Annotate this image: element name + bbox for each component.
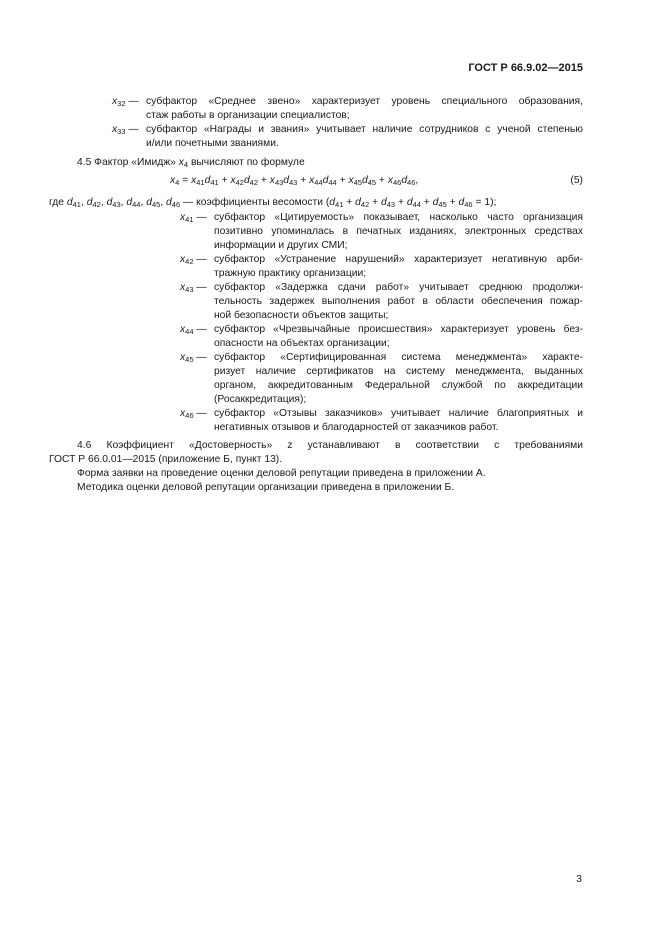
section-4-6-line2: ГОСТ Р 66.0.01—2015 (приложение Б, пункт 13). xyxy=(49,454,283,465)
x45-line4: (Росаккредитация); xyxy=(214,394,307,405)
subscript: 4 xyxy=(183,160,189,169)
x41-term: $x_{41}$ — xyxy=(180,212,207,224)
x46-line1: субфактор «Отзывы заказчиков» учитывает наличие благоприятных и xyxy=(214,408,583,419)
x42-term: $x_{42}$ — xyxy=(180,254,207,266)
x41-line2: позитивно упоминалась в печатных изданиях, электронных средствах xyxy=(214,226,583,237)
x45-term: $x_{45}$ — xyxy=(180,352,207,364)
x41-line3: информации и других СМИ; xyxy=(214,240,348,251)
x33-line2: и/или почетными званиями. xyxy=(146,138,279,149)
x44-term: $x_{44}$ — xyxy=(180,324,207,336)
subscript: 32 xyxy=(117,99,126,108)
x43-line2: тельность задержек выполнения работ в области обеспечения пожар- xyxy=(214,296,583,307)
formula-5: $x_4 = x_{41}d_{41} + x_{42}d_{42} + x_{43}d_{43} + x_{44}d_{44} + x_{45}d_{45} + x_{46}d_{46}$, xyxy=(170,175,419,187)
x43-term: $x_{43}$ — xyxy=(180,282,207,294)
subscript: 33 xyxy=(117,127,126,136)
x41-line1: субфактор «Цитируемость» показывает, насколько часто организация xyxy=(214,212,583,223)
x42-line2: тражную практику организации; xyxy=(214,268,367,279)
x32-term xyxy=(112,96,139,107)
dash: — xyxy=(128,124,139,135)
variable: x xyxy=(112,96,118,107)
variable: x xyxy=(178,157,184,168)
x46-term: $x_{46}$ — xyxy=(180,408,207,420)
x45-line3: органом, аккредитованным Федеральной службой по аккредитации xyxy=(214,380,583,391)
x32-line1: субфактор «Среднее звено» характеризует уровень специального образования, xyxy=(146,96,583,107)
x33-term xyxy=(112,124,139,135)
paragraph-method: Методика оценки деловой репутации организации приведена в приложении Б. xyxy=(77,482,455,493)
x42-line1: субфактор «Устранение нарушений» характеризует негативную арби- xyxy=(214,254,583,265)
x32-line2: стаж работы в организации специалистов; xyxy=(146,110,350,121)
x45-line1: субфактор «Сертифицированная система менеджмента» характе- xyxy=(214,352,583,363)
section-text: 4.5 Фактор «Имидж» xyxy=(77,157,176,168)
section-4-5 xyxy=(77,157,305,168)
document-header: ГОСТ Р 66.9.02—2015 xyxy=(468,62,583,74)
formula-number: (5) xyxy=(570,175,583,186)
x44-line1: субфактор «Чрезвычайные происшествия» характеризует уровень без- xyxy=(214,324,583,335)
paragraph-form: Форма заявки на проведение оценки деловой репутации приведена в приложении А. xyxy=(77,468,486,479)
x33-line1: субфактор «Награды и звания» учитывает наличие сотрудников с ученой степенью xyxy=(146,124,583,135)
x43-line3: ной безопасности объектов защиты; xyxy=(214,310,389,321)
page-number: 3 xyxy=(576,874,582,885)
x45-line2: ризует наличие сертификатов на систему менеджмента, выданных xyxy=(214,366,583,377)
section-text-tail: вычисляют по формуле xyxy=(190,157,305,168)
x43-line1: субфактор «Задержка сдачи работ» учитывает среднюю продолжи- xyxy=(214,282,583,293)
where-line: где $d_{41}$, $d_{42}$, $d_{43}$, $d_{44}$, $d_{45}$, $d_{46}$ — коэффициенты весомости $(d_{41} + d_{42} + d_{43} + d_{44} + d_{45} + d_{46} = 1)$; xyxy=(49,197,497,209)
x46-line2: негативных отзывов и благодарностей от заказчиков работ. xyxy=(214,422,499,433)
dash: — xyxy=(128,96,139,107)
x44-line2: опасности на объектах организации; xyxy=(214,338,390,349)
variable: x xyxy=(112,124,118,135)
section-4-6-line1: 4.6 Коэффициент «Достоверность» z устанавливают в соответствии с требованиями xyxy=(77,440,583,451)
